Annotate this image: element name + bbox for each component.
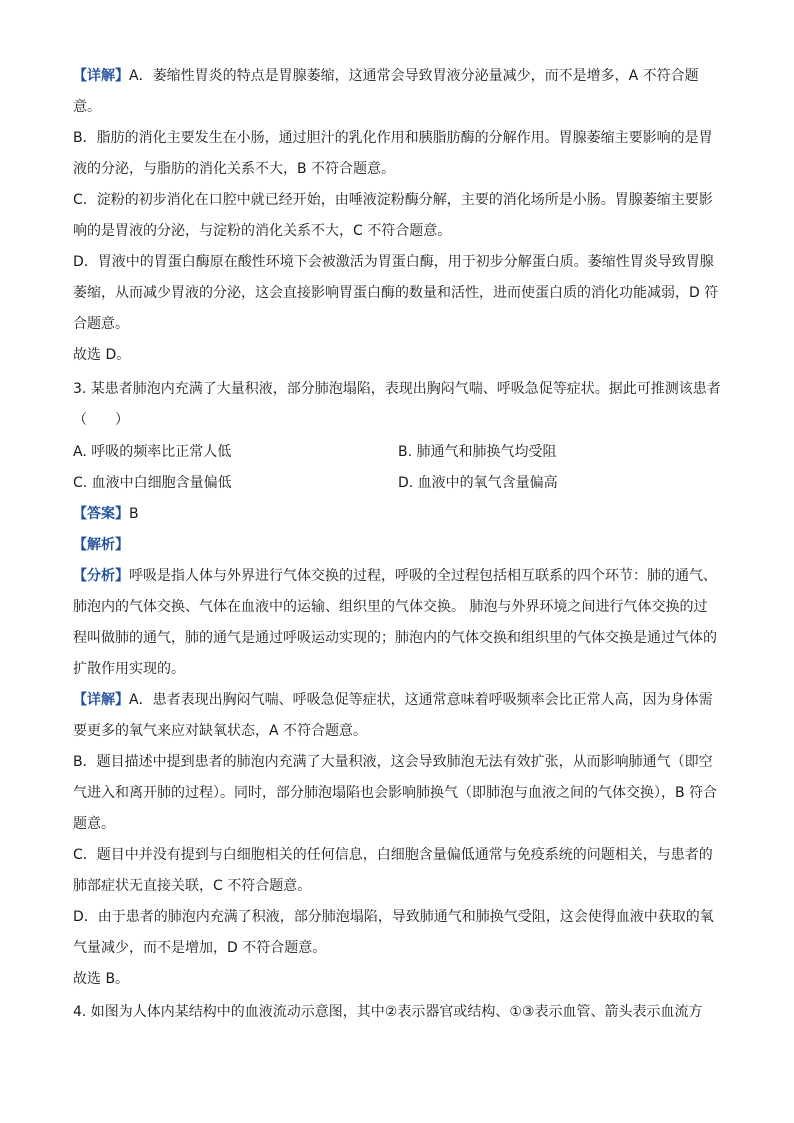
text: 呼吸是指人体与外界进行气体交换的过程，呼吸的全过程包括相互联系的四个环节：肺的通气、 (129, 568, 717, 584)
q2-detail-line-3: B．脂肪的消化主要发生在小肠，通过胆汁的乳化作用和胰脂肪酶的分解作用。胃腺萎缩主要影响的是胃 (73, 130, 713, 146)
q2-detail-line-6: 响的是胃液的分泌，与淀粉的消化关系不大，C 不符合题意。 (73, 223, 452, 239)
q3-stem-line-2: （ ） (73, 412, 129, 428)
text: A．患者表现出胸闷气喘、呼吸急促等症状，这通常意味着呼吸频率会比正常人高，因为身体需 (129, 692, 713, 708)
q2-conclusion: 故选 D。 (73, 347, 131, 363)
q2-detail-line-9: 合题意。 (73, 316, 129, 332)
q3-detail-line-9: 气量减少，而不是增加，D 不符合题意。 (73, 940, 327, 956)
q2-detail-line-5: C．淀粉的初步消化在口腔中就已经开始，由唾液淀粉酶分解，主要的消化场所是小肠。胃腺萎缩主要影 (73, 192, 713, 208)
q3-detail-line-2: 要更多的氧气来应对缺氧状态，A 不符合题意。 (73, 723, 368, 739)
q3-option-d: D. 血液中的氧气含量偏高 (398, 475, 558, 491)
detail-tag: 【详解】 (73, 68, 129, 84)
q3-detail-line-3: B．题目描述中提到患者的肺泡内充满了大量积液，这会导致肺泡无法有效扩张，从而影响肺通气（即空 (73, 754, 713, 770)
q3-stem-line-1: 3. 某患者肺泡内充满了大量积液，部分肺泡塌陷，表现出胸闷气喘、呼吸急促等症状。据此可推测该患者 (73, 381, 721, 397)
q3-fenxi-line-4: 扩散作用实现的。 (73, 661, 185, 677)
q3-fenxi-line-2: 肺泡内的气体交换、气体在血液中的运输、组织里的气体交换。 肺泡与外界环境之间进行气体交换的过 (73, 599, 708, 615)
q3-detail-line-6: C．题目中并没有提到与白细胞相关的任何信息，白细胞含量偏低通常与免疫系统的问题相关，与患者的 (73, 847, 713, 863)
q2-detail-line-8: 萎缩，从而减少胃液的分泌，这会直接影响胃蛋白酶的数量和活性，进而使蛋白质的消化功能减弱，D 符 (73, 285, 719, 301)
answer-value: B (129, 506, 139, 522)
q4-stem-line-1: 4. 如图为人体内某结构中的血液流动示意图，其中②表示器官或结构、①③表示血管、箭头表示血流方 (73, 1004, 703, 1020)
q3-option-b: B. 肺通气和肺换气均受阻 (398, 444, 557, 460)
q2-detail-line-7: D．胃液中的胃蛋白酶原在酸性环境下会被激活为胃蛋白酶，用于初步分解蛋白质。萎缩性胃炎导致胃腺 (73, 254, 714, 270)
answer-tag: 【答案】 (73, 506, 129, 522)
analysis-tag: 【解析】 (73, 537, 129, 553)
q2-detail-line-2: 意。 (73, 99, 101, 115)
q3-detail-line-8: D．由于患者的肺泡内充满了积液，部分肺泡塌陷，导致肺通气和肺换气受阻，这会使得血液中获取的氧 (73, 909, 714, 925)
q3-fenxi-line-1 (73, 566, 723, 586)
q3-detail-line-7: 肺部症状无直接关联，C 不符合题意。 (73, 878, 312, 894)
q3-detail-line-5: 题意。 (73, 816, 115, 832)
q2-detail-line-1 (73, 66, 723, 86)
q3-conclusion: 故选 B。 (73, 971, 130, 987)
text: A．萎缩性胃炎的特点是胃腺萎缩，这通常会导致胃液分泌量减少，而不是增多，A 不符合题 (129, 68, 699, 84)
q3-fenxi-line-3: 程叫做肺的通气，肺的通气是通过呼吸运动实现的；肺泡内的气体交换和组织里的气体交换是通过气体的 (73, 630, 717, 646)
q3-option-a: A. 呼吸的频率比正常人低 (73, 444, 232, 460)
q3-analysis-heading (73, 535, 723, 555)
detail-tag: 【详解】 (73, 692, 129, 708)
q3-option-c: C. 血液中白细胞含量偏低 (73, 475, 232, 491)
q3-detail-line-4: 气进入和离开肺的过程）。同时，部分肺泡塌陷也会影响肺换气（即肺泡与血液之间的气体交换），B 符合 (73, 785, 718, 801)
fenxi-tag: 【分析】 (73, 568, 129, 584)
q3-answer (73, 504, 723, 524)
q3-detail-line-1 (73, 690, 723, 710)
q2-detail-line-4: 液的分泌，与脂肪的消化关系不大，B 不符合题意。 (73, 161, 396, 177)
